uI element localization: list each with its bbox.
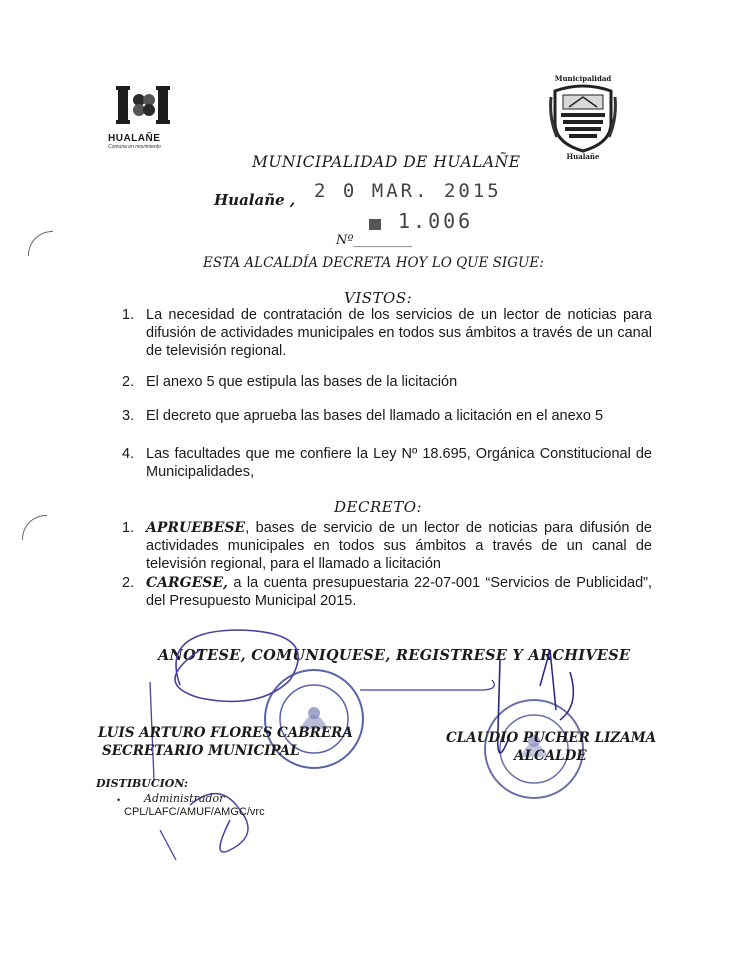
vistos-item-1 [122, 306, 652, 360]
crest-bottom-text: Hualañe [566, 152, 600, 161]
punch-hole-bottom [22, 515, 47, 540]
vistos-item-4 [122, 445, 652, 481]
crest-top-text: Municipalidad [554, 74, 612, 83]
number-stamp-mark [369, 219, 381, 230]
vistos-heading: VISTOS: [344, 289, 413, 307]
page-title: MUNICIPALIDAD DE HUALAÑE [252, 153, 521, 171]
vistos-item-3 [122, 407, 652, 425]
distribution-bullet: • [117, 795, 121, 805]
decreto-item-text: a la cuenta presupuestaria 22-07-001 “Servicios de Publicidad”, del Presupuesto Municipal 2015. [146, 575, 652, 609]
vistos-item-text: El decreto que aprueba las bases del llamado a licitación en el anexo 5 [146, 408, 604, 424]
hualane-logo-mark [108, 84, 184, 128]
vistos-item-number: 4. [122, 446, 135, 462]
vistos-item-number: 1. [122, 307, 135, 323]
decreto-heading: DECRETO: [334, 498, 423, 516]
vistos-item-number: 2. [122, 374, 135, 390]
vistos-item-number: 3. [122, 408, 135, 424]
decreto-item-number: 2. [122, 575, 135, 591]
date-stamp: 2 0 MAR. 2015 [314, 180, 502, 202]
vistos-item-text: Las facultades que me confiere la Ley Nº 18.695, Orgánica Constitucional de Municipalidades, [146, 446, 652, 480]
decreto-item-number: 1. [122, 520, 135, 536]
distribution-item-1: Administrador [144, 792, 225, 805]
logo-tagline: Comuna en movimiento [108, 144, 161, 150]
intro-line: ESTA ALCALDÍA DECRETA HOY LO QUE SIGUE: [203, 255, 544, 271]
distribution-item-2: CPL/LAFC/AMUF/AMGC/vrc [124, 806, 265, 818]
punch-hole-top [28, 231, 53, 256]
decreto-item-keyword: APRUEBESE [146, 520, 246, 536]
vistos-item-2 [122, 373, 652, 391]
crest-shield [547, 83, 619, 153]
secretary-name: LUIS ARTURO FLORES CABRERA [98, 725, 353, 741]
closing-line: ANOTESE, COMUNIQUESE, REGISTRESE Y ARCHIVESE [158, 647, 631, 664]
secretary-title: SECRETARIO MUNICIPAL [102, 743, 300, 759]
decreto-item-keyword: CARGESE, [146, 575, 228, 591]
municipal-crest [547, 74, 619, 166]
decreto-item-2 [122, 574, 652, 610]
mayor-name: CLAUDIO PUCHER LIZAMA [446, 730, 657, 746]
vistos-item-text: La necesidad de contratación de los servicios de un lector de noticias para difusión de actividades municipales en todos sus ámbitos a través de un canal de televisión regional. [146, 307, 652, 359]
hualane-logo [108, 84, 184, 148]
number-stamp: 1.006 [398, 209, 474, 233]
place-label: Hualañe , [214, 191, 296, 209]
vistos-item-text: El anexo 5 que estipula las bases de la licitación [146, 374, 458, 390]
mayor-title: ALCALDE [514, 748, 587, 764]
distribution-heading: DISTIBUCION: [96, 777, 189, 790]
logo-name: HUALAÑE [108, 133, 161, 144]
number-label: Nº_________ [336, 233, 412, 248]
decreto-item-text: , bases de servicio de un lector de noticias para difusión de actividades municipales en todos sus ámbitos a través de un canal de televisión regional, para el llamado a licitación [146, 520, 652, 572]
decreto-item-1 [122, 519, 652, 573]
